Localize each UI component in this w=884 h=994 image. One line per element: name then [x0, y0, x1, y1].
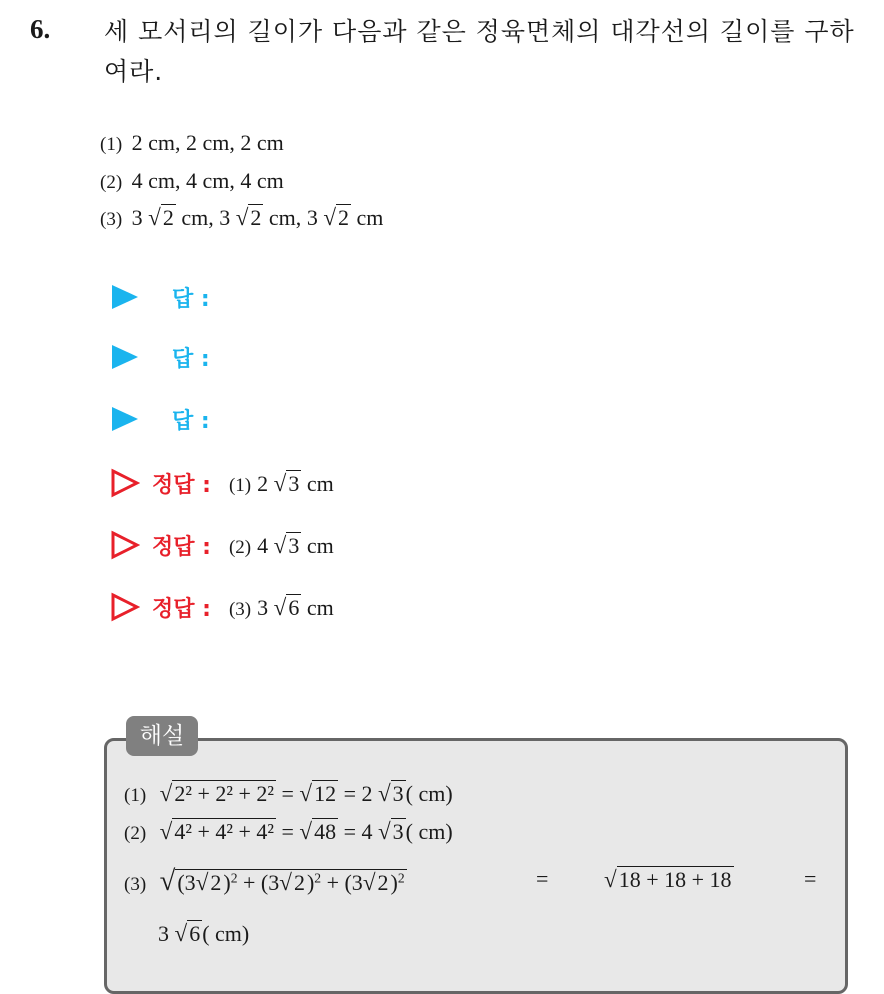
- item-label: (3): [100, 209, 123, 230]
- sqrt: √2: [235, 204, 262, 230]
- answer-label: 답 :: [172, 346, 210, 372]
- unit: cm,: [268, 205, 302, 230]
- correct-value: (3) 3 √6 cm: [228, 593, 334, 620]
- correct-row-2: [110, 528, 334, 562]
- outline-triangle-icon: [110, 592, 140, 622]
- correct-value: (1) 2 √3 cm: [228, 469, 334, 496]
- outline-triangle-icon: [110, 468, 140, 498]
- answer-row-2: [112, 342, 210, 372]
- answer-row-3: [112, 404, 210, 434]
- solution-tag: 해설: [126, 716, 198, 756]
- item-2: [100, 168, 284, 194]
- answer-row-1: [112, 282, 210, 312]
- item-3: [100, 204, 383, 231]
- coef: 3: [131, 205, 143, 230]
- play-triangle-icon: [112, 285, 138, 309]
- correct-row-3: [110, 590, 334, 624]
- unit: cm,: [181, 205, 214, 230]
- coef: 3: [306, 205, 318, 230]
- sqrt: √2: [148, 204, 174, 230]
- solution-line-3: (3) $√(3√2)^2 + (3√2)^2 + (3√2)^2$ = √18 + 18 + 18 =: [124, 866, 817, 897]
- item-value: 4 cm, 4 cm, 4 cm: [131, 168, 284, 193]
- correct-label: 정답 :: [152, 534, 211, 560]
- correct-label: 정답 :: [152, 472, 211, 498]
- sqrt: √2: [323, 204, 349, 230]
- coef: 3: [219, 205, 231, 230]
- item-value: 2 cm, 2 cm, 2 cm: [131, 130, 284, 155]
- item-label: (2): [100, 172, 123, 193]
- solution-line-3-cont: 3 √6( cm): [158, 920, 250, 946]
- question-text: 세 모서리의 길이가 다음과 같은 정육면체의 대각선의 길이를 구하여라.: [104, 17, 855, 86]
- solution-line-2: (2) √4² + 4² + 4² = √48 = 4 √3( cm): [124, 818, 453, 844]
- outline-triangle-icon: [110, 530, 140, 560]
- answer-label: 답 :: [172, 286, 210, 312]
- play-triangle-icon: [112, 345, 138, 369]
- correct-label: 정답 :: [152, 596, 211, 622]
- answer-label: 답 :: [172, 408, 210, 434]
- play-triangle-icon: [112, 407, 138, 431]
- unit: cm: [356, 205, 384, 230]
- question-number: 6.: [30, 14, 51, 44]
- correct-row-1: [110, 466, 334, 500]
- solution-line-1: (1) √2² + 2² + 2² = √12 = 2 √3( cm): [124, 780, 453, 806]
- item-label: (1): [100, 134, 123, 155]
- item-1: [100, 130, 284, 156]
- correct-value: (2) 4 √3 cm: [228, 531, 334, 558]
